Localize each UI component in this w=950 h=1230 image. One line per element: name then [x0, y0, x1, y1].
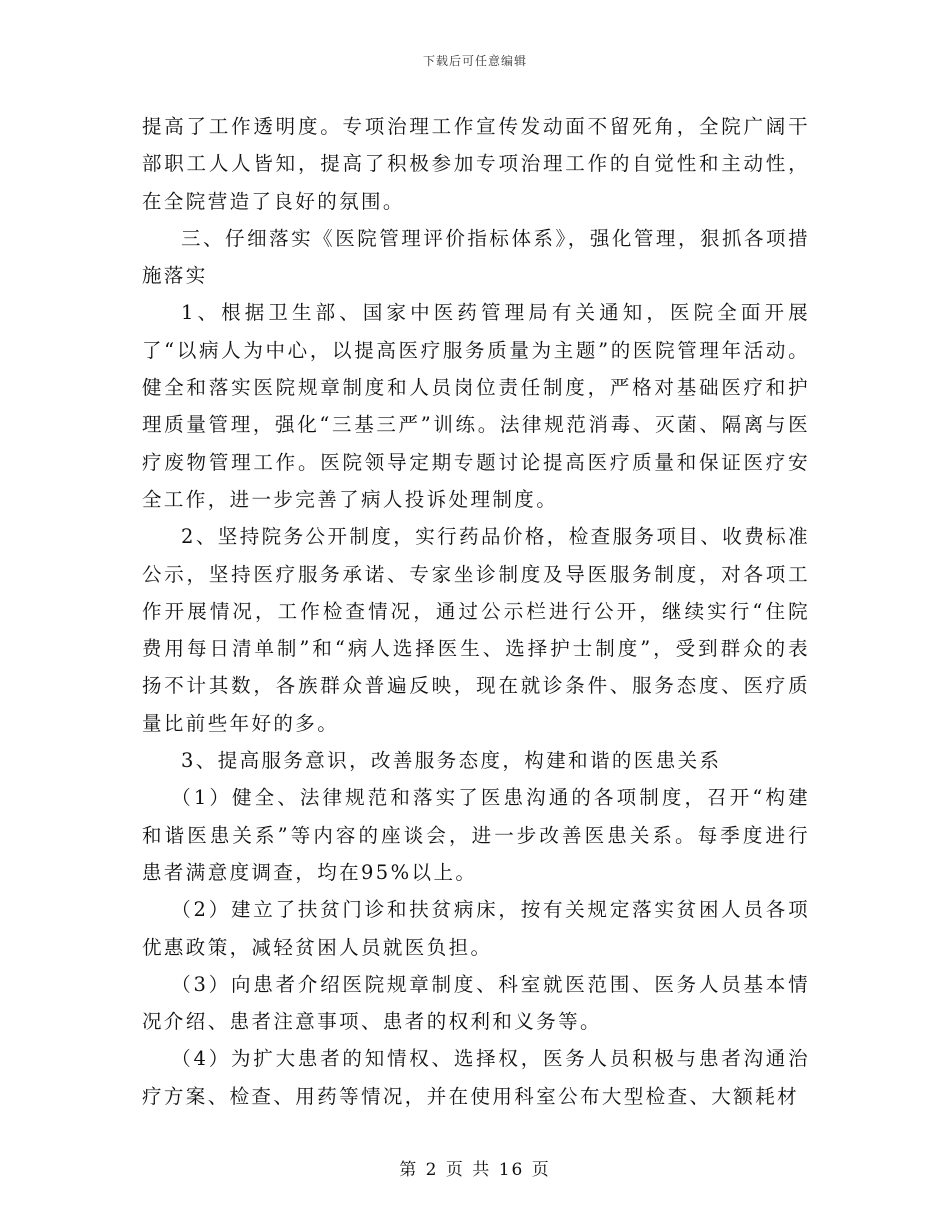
paragraph-subitem-2: （2）建立了扶贫门诊和扶贫病床，按有关规定落实贫困人员各项优惠政策，减轻贫困人员就医负担。 [142, 898, 810, 959]
paragraph-item-3: 3、提高服务意识，改善服务态度，构建和谐的医患关系 [181, 749, 722, 773]
page-header: 下载后可任意编辑 [422, 54, 527, 68]
paragraph-subitem-1: （1）健全、法律规范和落实了医患沟通的各项制度，召开“构建和谐医患关系”等内容的座谈会，进一步改善医患关系。每季度进行患者满意度调查，均在95%以上。 [142, 786, 810, 884]
paragraph-item-1: 1、根据卫生部、国家中医药管理局有关通知，医院全面开展了“以病人为中心，以提高医疗服务质量为主题”的医院管理年活动。健全和落实医院规章制度和人员岗位责任制度，严格对基础医疗和护理质量管理，强化“三基三严”训练。法律规范消毒、灭菌、隔离与医疗废物管理工作。医院领导定期专题讨论提高医疗质量和保证医疗安全工作，进一步完善了病人投诉处理制度。 [142, 301, 810, 511]
paragraph-subitem-4: （4）为扩大患者的知情权、选择权，医务人员积极与患者沟通治疗方案、检查、用药等情况，并在使用科室公布大型检查、大额耗材 [142, 1047, 810, 1108]
paragraph-subitem-3: （3）向患者介绍医院规章制度、科室就医范围、医务人员基本情况介绍、患者注意事项、患者的权利和义务等。 [142, 972, 810, 1034]
page-footer: 第 2 页 共 16 页 [399, 1160, 551, 1180]
paragraph-1: 提高了工作透明度。专项治理工作宣传发动面不留死角，全院广阔干部职工人人皆知，提高了积极参加专项治理工作的自觉性和主动性，在全院营造了良好的氛围。 [142, 115, 810, 213]
document-body [142, 108, 810, 1115]
section-heading-3: 三、仔细落实《医院管理评价指标体系》，强化管理，狠抓各项措施落实 [142, 226, 810, 288]
paragraph-item-2: 2、坚持院务公开制度，实行药品价格，检查服务项目、收费标准公示，坚持医疗服务承诺、专家坐诊制度及导医服务制度，对各项工作开展情况，工作检查情况，通过公示栏进行公开，继续实行“住院费用每日清单制”和“病人选择医生、选择护士制度”，受到群众的表扬不计其数，各族群众普遍反映，现在就诊条件、服务态度、医疗质量比前些年好的多。 [142, 525, 810, 735]
